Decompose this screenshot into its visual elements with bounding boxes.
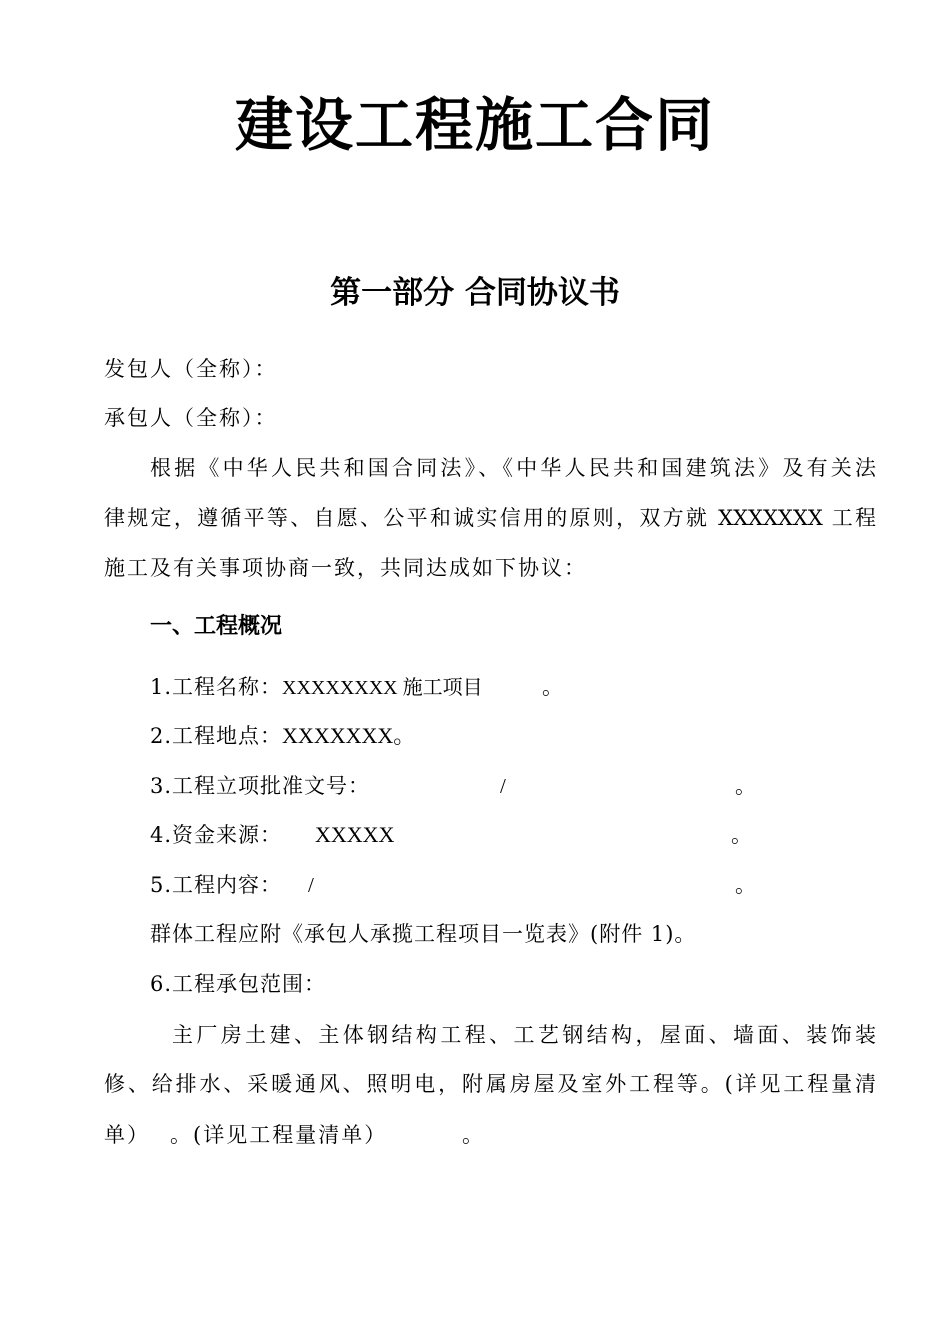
project-content-item: 5.工程内容：: [150, 873, 283, 897]
approval-number-value: /: [500, 774, 506, 798]
item-end-mark: 。: [735, 774, 756, 798]
part-title: 第一部分 合同协议书: [330, 275, 620, 311]
scope-line: 修、给排水、采暖通风、照明电，附属房屋及室外工程等。(详见工程量清: [104, 1072, 876, 1096]
scope-line: 主厂房土建、主体钢结构工程、工艺钢结构，屋面、墙面、装饰装: [172, 1023, 876, 1047]
preamble-line: 律规定，遵循平等、自愿、公平和诚实信用的原则，双方就 XXXXXXX 工程: [104, 506, 876, 530]
project-content-value: /: [308, 873, 314, 897]
item-end-mark: 。: [731, 823, 752, 847]
contract-scope-item: 6.工程承包范围：: [150, 972, 327, 996]
contractor-label: 承包人（全称）：: [104, 406, 278, 430]
approval-number-item: 3.工程立项批准文号：: [150, 774, 371, 798]
item-end-mark: 。: [542, 675, 563, 699]
project-name-value: XXXXXXXX 施工项目: [282, 677, 483, 699]
group-project-note: 群体工程应附《承包人承揽工程项目一览表》(附件 1)。: [150, 922, 697, 946]
item-label: 2.工程地点：: [150, 724, 283, 748]
employer-label: 发包人（全称）：: [104, 357, 278, 381]
item-label: 1.工程名称：: [150, 675, 283, 699]
item-end-mark: 。: [735, 873, 756, 897]
scope-line: 单）: [104, 1123, 150, 1147]
scope-line-tail: 。(详见工程量清单）: [170, 1123, 388, 1147]
preamble-line: 根据《中华人民共和国合同法》、《中华人民共和国建筑法》及有关法: [150, 456, 876, 480]
project-name-item: [150, 672, 483, 703]
preamble-line: 施工及有关事项协商一致，共同达成如下协议：: [104, 556, 587, 580]
project-location-value: XXXXXXX。: [282, 723, 416, 748]
section-heading: 一、工程概况: [150, 614, 283, 639]
funding-source-value: XXXXX: [315, 822, 395, 847]
project-location-item: [150, 721, 415, 751]
funding-source-item: 4.资金来源：: [150, 823, 283, 847]
document-title: 建设工程施工合同: [234, 91, 715, 159]
item-end-mark: 。: [462, 1123, 483, 1147]
